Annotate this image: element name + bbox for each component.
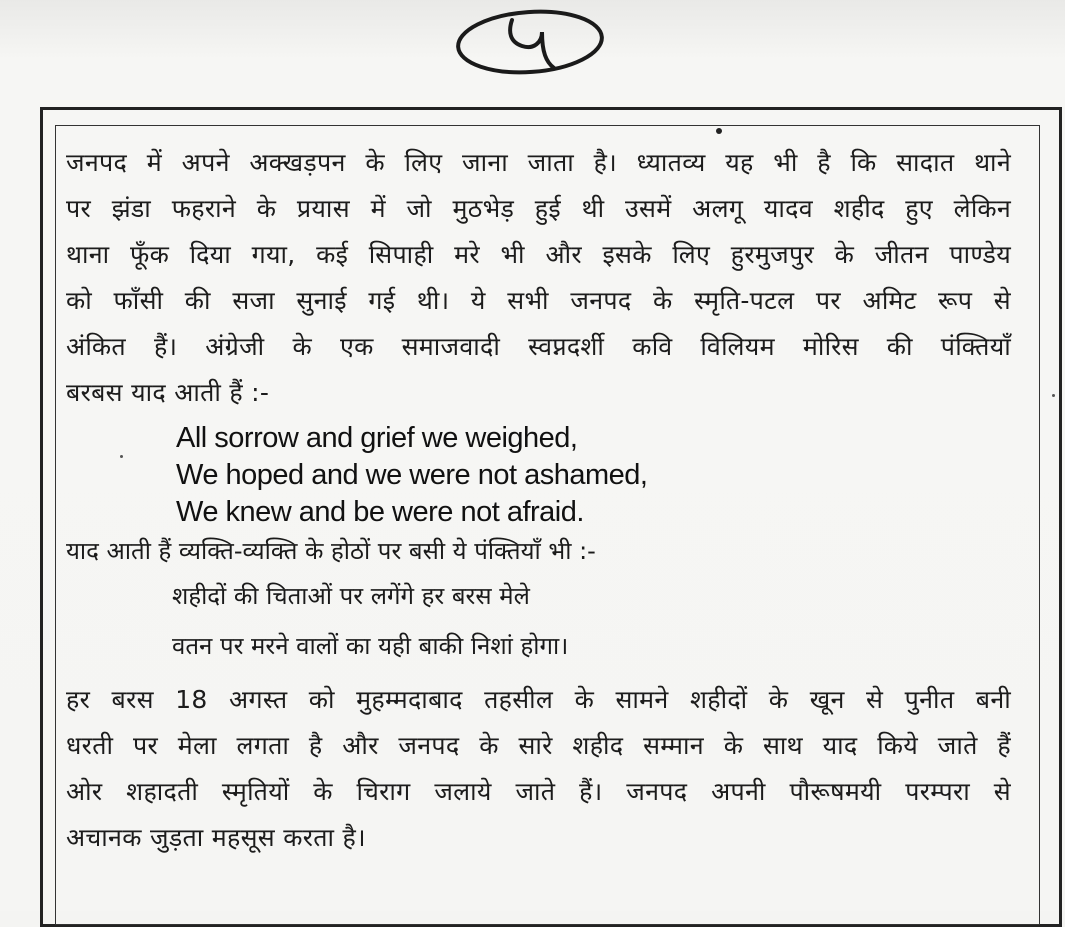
paragraph-line: जनपद में अपने अक्खड़पन के लिए जाना जाता है। ध्यातव्य यह भी है कि सादात थाने bbox=[66, 148, 1011, 177]
paragraph-line: बरबस याद आती हैं :- bbox=[66, 378, 270, 407]
handwritten-page-number bbox=[450, 2, 610, 80]
document-body bbox=[66, 140, 1011, 861]
paragraph-line: को फाँसी की सजा सुनाई गई थी। ये सभी जनपद के स्मृति-पटल पर अमिट रूप से bbox=[66, 286, 1011, 315]
poem-line: We hoped and we were not ashamed, bbox=[176, 459, 648, 491]
paragraph-line: हर बरस 18 अगस्त को मुहम्मदाबाद तहसील के सामने शहीदों के खून से पुनीत बनी bbox=[66, 685, 1011, 714]
poem-line: All sorrow and grief we weighed, bbox=[176, 422, 578, 454]
paragraph-line: थाना फूँक दिया गया, कई सिपाही मरे भी और इसके लिए हुरमुजपुर के जीतन पाण्डेय bbox=[66, 240, 1011, 269]
poem-line: वतन पर मरने वालों का यही बाकी निशां होगा। bbox=[172, 632, 569, 660]
ink-speck bbox=[1052, 394, 1055, 397]
paragraph-line: अचानक जुड़ता महसूस करता है। bbox=[66, 823, 366, 852]
poem-line: We knew and be were not afraid. bbox=[176, 496, 584, 528]
paragraph-2 bbox=[66, 677, 1011, 861]
hindi-poem bbox=[66, 571, 1011, 671]
paragraph-line: धरती पर मेला लगता है और जनपद के सारे शहीद सम्मान के साथ याद किये जाते हैं bbox=[66, 731, 1011, 760]
paragraph-line: ओर शहादती स्मृतियों के चिराग जलाये जाते हैं। जनपद अपनी पौरूषमयी परम्परा से bbox=[66, 777, 1011, 806]
english-poem bbox=[66, 420, 1011, 531]
paragraph-line: पर झंडा फहराने के प्रयास में जो मुठभेड़ हुई थी उसमें अलगू यादव शहीद हुए लेकिन bbox=[66, 194, 1011, 223]
poem-line: शहीदों की चिताओं पर लगेंगे हर बरस मेले bbox=[172, 582, 530, 610]
ink-dot bbox=[716, 128, 722, 134]
paragraph-1 bbox=[66, 140, 1011, 416]
circled-number-drawing bbox=[450, 2, 610, 80]
paragraph-line: अंकित हैं। अंग्रेजी के एक समाजवादी स्वप्नदर्शी कवि विलियम मोरिस की पंक्तियाँ bbox=[66, 332, 1011, 361]
hindi-poem-intro: याद आती हैं व्यक्ति-व्यक्ति के होठों पर बसी ये पंक्तियाँ भी :- bbox=[66, 537, 596, 565]
